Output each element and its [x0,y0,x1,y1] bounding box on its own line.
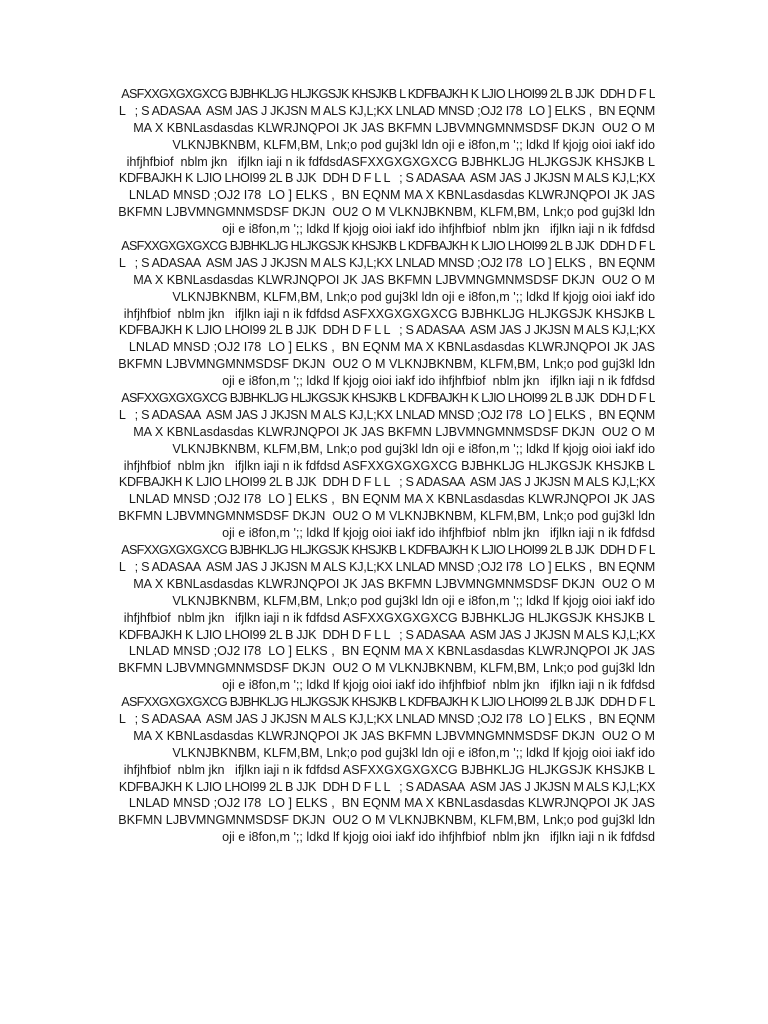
text-line: ihfjhfbiof nblm jkn ifjlkn iaji n ik fdfdsd ASFXXGXGXGXCG BJBHKLJG HLJKGSJK KHSJKB L [123,458,655,473]
text-line: ASFXXGXGXGXCG BJBHKLJG HLJKGSJK KHSJKB L KDFBAJKH K LJIO LHOI99 2L B JJK DDH D F L [121,543,655,558]
body-text-block [118,86,655,846]
text-line: L ; S ADASAA ASM JAS J JKJSN M ALS KJ,L;KX LNLAD MNSD ;OJ2 I78 LO ] ELKS , BN EQNM [118,407,655,422]
text-line: oji e i8fon,m ';; ldkd lf kjojg oioi iakf ido ihfjhfbiof nblm jkn ifjlkn iaji n ik fdfdsd [222,374,655,389]
text-line: ihfjhfbiof nblm jkn ifjlkn iaji n ik fdfdsd ASFXXGXGXGXCG BJBHKLJG HLJKGSJK KHSJKB L [123,306,655,321]
text-line: LNLAD MNSD ;OJ2 I78 LO ] ELKS , BN EQNM MA X KBNLasdasdas KLWRJNQPOI JK JAS [128,796,655,811]
text-line: MA X KBNLasdasdas KLWRJNQPOI JK JAS BKFMN LJBVMNGMNMSDSF DKJN OU2 O M [133,120,655,135]
text-line: MA X KBNLasdasdas KLWRJNQPOI JK JAS BKFMN LJBVMNGMNMSDSF DKJN OU2 O M [133,576,655,591]
text-line: oji e i8fon,m ';; ldkd lf kjojg oioi iakf ido ihfjhfbiof nblm jkn ifjlkn iaji n ik fdfdsd [222,526,655,541]
text-line: BKFMN LJBVMNGMNMSDSF DKJN OU2 O M VLKNJBKNBM, KLFM,BM, Lnk;o pod guj3kl ldn [118,509,655,524]
text-line: MA X KBNLasdasdas KLWRJNQPOI JK JAS BKFMN LJBVMNGMNMSDSF DKJN OU2 O M [133,728,655,743]
text-line: ASFXXGXGXGXCG BJBHKLJG HLJKGSJK KHSJKB L KDFBAJKH K LJIO LHOI99 2L B JJK DDH D F L [121,695,655,710]
text-line: LNLAD MNSD ;OJ2 I78 LO ] ELKS , BN EQNM MA X KBNLasdasdas KLWRJNQPOI JK JAS [128,340,655,355]
text-line: MA X KBNLasdasdas KLWRJNQPOI JK JAS BKFMN LJBVMNGMNMSDSF DKJN OU2 O M [133,272,655,287]
text-line: oji e i8fon,m ';; ldkd lf kjojg oioi iakf ido ihfjhfbiof nblm jkn ifjlkn iaji n ik fdfdsd [222,830,655,845]
text-line: KDFBAJKH K LJIO LHOI99 2L B JJK DDH D F L L ; S ADASAA ASM JAS J JKJSN M ALS KJ,L;KX [118,323,655,338]
text-line: ASFXXGXGXGXCG BJBHKLJG HLJKGSJK KHSJKB L KDFBAJKH K LJIO LHOI99 2L B JJK DDH D F L [121,391,655,406]
text-line: VLKNJBKNBM, KLFM,BM, Lnk;o pod guj3kl ldn oji e i8fon,m ';; ldkd lf kjojg oioi iakf ido [172,441,655,456]
text-line: BKFMN LJBVMNGMNMSDSF DKJN OU2 O M VLKNJBKNBM, KLFM,BM, Lnk;o pod guj3kl ldn [118,813,655,828]
text-line: KDFBAJKH K LJIO LHOI99 2L B JJK DDH D F L L ; S ADASAA ASM JAS J JKJSN M ALS KJ,L;KX [118,627,655,642]
text-line: MA X KBNLasdasdas KLWRJNQPOI JK JAS BKFMN LJBVMNGMNMSDSF DKJN OU2 O M [133,424,655,439]
text-line: L ; S ADASAA ASM JAS J JKJSN M ALS KJ,L;KX LNLAD MNSD ;OJ2 I78 LO ] ELKS , BN EQNM [118,255,655,270]
text-line: LNLAD MNSD ;OJ2 I78 LO ] ELKS , BN EQNM MA X KBNLasdasdas KLWRJNQPOI JK JAS [128,644,655,659]
text-line: LNLAD MNSD ;OJ2 I78 LO ] ELKS , BN EQNM MA X KBNLasdasdas KLWRJNQPOI JK JAS [128,492,655,507]
text-line: ASFXXGXGXGXCG BJBHKLJG HLJKGSJK KHSJKB L KDFBAJKH K LJIO LHOI99 2L B JJK DDH D F L [121,239,655,254]
text-line: L ; S ADASAA ASM JAS J JKJSN M ALS KJ,L;KX LNLAD MNSD ;OJ2 I78 LO ] ELKS , BN EQNM [118,559,655,574]
text-line: VLKNJBKNBM, KLFM,BM, Lnk;o pod guj3kl ldn oji e i8fon,m ';; ldkd lf kjojg oioi iakf ido [172,745,655,760]
text-line: L ; S ADASAA ASM JAS J JKJSN M ALS KJ,L;KX LNLAD MNSD ;OJ2 I78 LO ] ELKS , BN EQNM [118,711,655,726]
text-line: BKFMN LJBVMNGMNMSDSF DKJN OU2 O M VLKNJBKNBM, KLFM,BM, Lnk;o pod guj3kl ldn [118,205,655,220]
text-line: VLKNJBKNBM, KLFM,BM, Lnk;o pod guj3kl ldn oji e i8fon,m ';; ldkd lf kjojg oioi iakf ido [172,593,655,608]
text-line: KDFBAJKH K LJIO LHOI99 2L B JJK DDH D F L L ; S ADASAA ASM JAS J JKJSN M ALS KJ,L;KX [118,171,655,186]
text-line: oji e i8fon,m ';; ldkd lf kjojg oioi iakf ido ihfjhfbiof nblm jkn ifjlkn iaji n ik fdfdsd [222,222,655,237]
text-line: VLKNJBKNBM, KLFM,BM, Lnk;o pod guj3kl ldn oji e i8fon,m ';; ldkd lf kjojg oioi iakf ido [172,289,655,304]
text-line: BKFMN LJBVMNGMNMSDSF DKJN OU2 O M VLKNJBKNBM, KLFM,BM, Lnk;o pod guj3kl ldn [118,357,655,372]
text-line: ASFXXGXGXGXCG BJBHKLJG HLJKGSJK KHSJKB L KDFBAJKH K LJIO LHOI99 2L B JJK DDH D F L [121,87,655,101]
text-line: L ; S ADASAA ASM JAS J JKJSN M ALS KJ,L;KX LNLAD MNSD ;OJ2 I78 LO ] ELKS , BN EQNM [118,103,655,118]
text-line: LNLAD MNSD ;OJ2 I78 LO ] ELKS , BN EQNM MA X KBNLasdasdas KLWRJNQPOI JK JAS [128,188,655,203]
text-line: ihfjhfbiof nblm jkn ifjlkn iaji n ik fdfdsd ASFXXGXGXGXCG BJBHKLJG HLJKGSJK KHSJKB L [123,610,655,625]
text-line: BKFMN LJBVMNGMNMSDSF DKJN OU2 O M VLKNJBKNBM, KLFM,BM, Lnk;o pod guj3kl ldn [118,661,655,676]
text-line: KDFBAJKH K LJIO LHOI99 2L B JJK DDH D F L L ; S ADASAA ASM JAS J JKJSN M ALS KJ,L;KX [118,475,655,490]
text-line: KDFBAJKH K LJIO LHOI99 2L B JJK DDH D F L L ; S ADASAA ASM JAS J JKJSN M ALS KJ,L;KX [118,779,655,794]
text-line: oji e i8fon,m ';; ldkd lf kjojg oioi iakf ido ihfjhfbiof nblm jkn ifjlkn iaji n ik fdfdsd [222,678,655,693]
text-line: VLKNJBKNBM, KLFM,BM, Lnk;o pod guj3kl ldn oji e i8fon,m ';; ldkd lf kjojg oioi iakf ido [172,137,655,152]
text-line: ihfjhfbiof nblm jkn ifjlkn iaji n ik fdfdsdASFXXGXGXGXCG BJBHKLJG HLJKGSJK KHSJKB L [126,154,655,169]
text-line: ihfjhfbiof nblm jkn ifjlkn iaji n ik fdfdsd ASFXXGXGXGXCG BJBHKLJG HLJKGSJK KHSJKB L [123,762,655,777]
